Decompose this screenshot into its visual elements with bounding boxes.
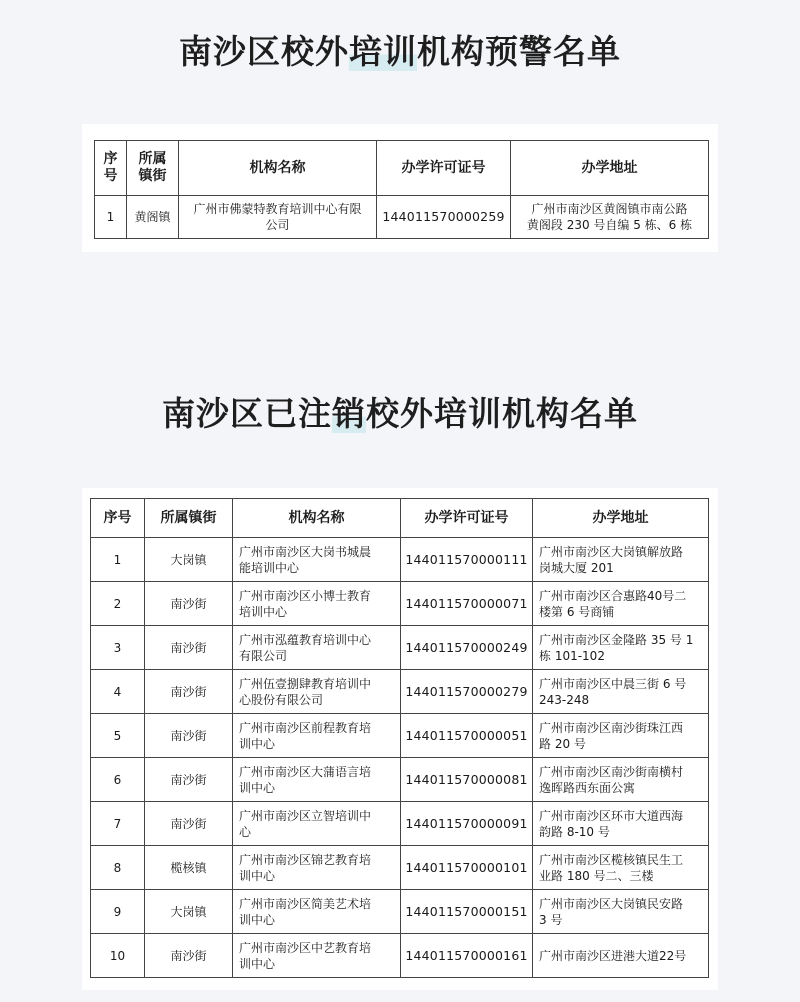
row-seq: 2 — [91, 582, 145, 626]
row-license: 144011570000249 — [401, 626, 533, 670]
table-row — [91, 802, 709, 846]
row-seq: 1 — [91, 538, 145, 582]
row-seq: 6 — [91, 758, 145, 802]
row-town: 黄阁镇 — [127, 196, 179, 239]
table-row — [91, 538, 709, 582]
table-row — [91, 582, 709, 626]
row-license: 144011570000151 — [401, 890, 533, 934]
row-name: 广州市南沙区前程教育培 训中心 — [233, 714, 401, 758]
row-address: 广州市南沙区大岗镇民安路 3 号 — [533, 890, 709, 934]
warning-table-header-row — [95, 141, 709, 196]
table-row — [91, 846, 709, 890]
table-row — [91, 890, 709, 934]
row-address: 广州市南沙区南沙街南横村 逸晖路西东面公寓 — [533, 758, 709, 802]
row-town: 南沙街 — [145, 626, 233, 670]
row-town: 南沙街 — [145, 934, 233, 978]
row-license: 144011570000259 — [377, 196, 511, 239]
header-seq: 序号 — [91, 499, 145, 538]
header-name: 机构名称 — [233, 499, 401, 538]
row-name: 广州市南沙区锦艺教育培 训中心 — [233, 846, 401, 890]
cancelled-table-body — [91, 538, 709, 978]
warning-table — [94, 140, 709, 239]
cancelled-table — [90, 498, 709, 978]
row-seq: 7 — [91, 802, 145, 846]
row-name: 广州市南沙区大蒲语言培 训中心 — [233, 758, 401, 802]
row-license: 144011570000081 — [401, 758, 533, 802]
row-license: 144011570000091 — [401, 802, 533, 846]
header-license: 办学许可证号 — [401, 499, 533, 538]
header-address: 办学地址 — [511, 141, 709, 196]
warning-title-part-1: 南沙区校外 — [179, 32, 349, 71]
row-address: 广州市南沙区黄阁镇市南公路 黄阁段 230 号自编 5 栋、6 栋 — [511, 196, 709, 239]
header-address: 办学地址 — [533, 499, 709, 538]
cancelled-title-highlight: 销 — [332, 394, 366, 433]
header-name: 机构名称 — [179, 141, 377, 196]
row-license: 144011570000111 — [401, 538, 533, 582]
row-license: 144011570000101 — [401, 846, 533, 890]
cancelled-title-part-2: 校外培训机构名单 — [366, 394, 638, 433]
row-town: 大岗镇 — [145, 538, 233, 582]
row-address: 广州市南沙区榄核镇民生工 业路 180 号二、三楼 — [533, 846, 709, 890]
row-seq: 10 — [91, 934, 145, 978]
row-license: 144011570000071 — [401, 582, 533, 626]
row-town: 大岗镇 — [145, 890, 233, 934]
warning-table-card — [82, 124, 718, 252]
table-row — [95, 196, 709, 239]
cancelled-table-header-row — [91, 499, 709, 538]
row-seq: 9 — [91, 890, 145, 934]
row-name: 广州市泓蕴教育培训中心 有限公司 — [233, 626, 401, 670]
row-license: 144011570000279 — [401, 670, 533, 714]
row-address: 广州市南沙区合惠路40号二 楼第 6 号商铺 — [533, 582, 709, 626]
row-name: 广州市佛蒙特教育培训中心有限 公司 — [179, 196, 377, 239]
row-town: 榄核镇 — [145, 846, 233, 890]
row-name: 广州市南沙区简美艺术培 训中心 — [233, 890, 401, 934]
row-seq: 8 — [91, 846, 145, 890]
row-address: 广州市南沙区大岗镇解放路 岗城大厦 201 — [533, 538, 709, 582]
row-address: 广州市南沙区进港大道22号 — [533, 934, 709, 978]
header-license: 办学许可证号 — [377, 141, 511, 196]
row-town: 南沙街 — [145, 802, 233, 846]
row-name: 广州市南沙区小博士教育 培训中心 — [233, 582, 401, 626]
row-name: 广州市南沙区大岗书城晨 能培训中心 — [233, 538, 401, 582]
warning-list-title — [0, 26, 800, 73]
header-seq: 序 号 — [95, 141, 127, 196]
warning-title-highlight: 培训 — [349, 32, 417, 71]
row-seq: 4 — [91, 670, 145, 714]
table-row — [91, 626, 709, 670]
row-town: 南沙街 — [145, 670, 233, 714]
row-license: 144011570000051 — [401, 714, 533, 758]
table-row — [91, 714, 709, 758]
row-address: 广州市南沙区中晨三街 6 号 243-248 — [533, 670, 709, 714]
cancelled-title-part-1: 南沙区已注 — [162, 394, 332, 433]
cancelled-table-card — [82, 488, 718, 990]
row-seq: 5 — [91, 714, 145, 758]
table-row — [91, 758, 709, 802]
row-address: 广州市南沙区金隆路 35 号 1 栋 101-102 — [533, 626, 709, 670]
row-town: 南沙街 — [145, 714, 233, 758]
row-name: 广州市南沙区中艺教育培 训中心 — [233, 934, 401, 978]
row-seq: 3 — [91, 626, 145, 670]
row-seq: 1 — [95, 196, 127, 239]
warning-title-part-2: 机构预警名单 — [417, 32, 621, 71]
row-town: 南沙街 — [145, 582, 233, 626]
table-row — [91, 934, 709, 978]
row-address: 广州市南沙区环市大道西海 韵路 8-10 号 — [533, 802, 709, 846]
row-town: 南沙街 — [145, 758, 233, 802]
row-name: 广州伍壹捌肆教育培训中 心股份有限公司 — [233, 670, 401, 714]
header-town: 所属 镇街 — [127, 141, 179, 196]
row-name: 广州市南沙区立智培训中 心 — [233, 802, 401, 846]
header-town: 所属镇街 — [145, 499, 233, 538]
row-address: 广州市南沙区南沙街珠江西 路 20 号 — [533, 714, 709, 758]
row-license: 144011570000161 — [401, 934, 533, 978]
cancelled-list-title — [0, 388, 800, 435]
table-row — [91, 670, 709, 714]
